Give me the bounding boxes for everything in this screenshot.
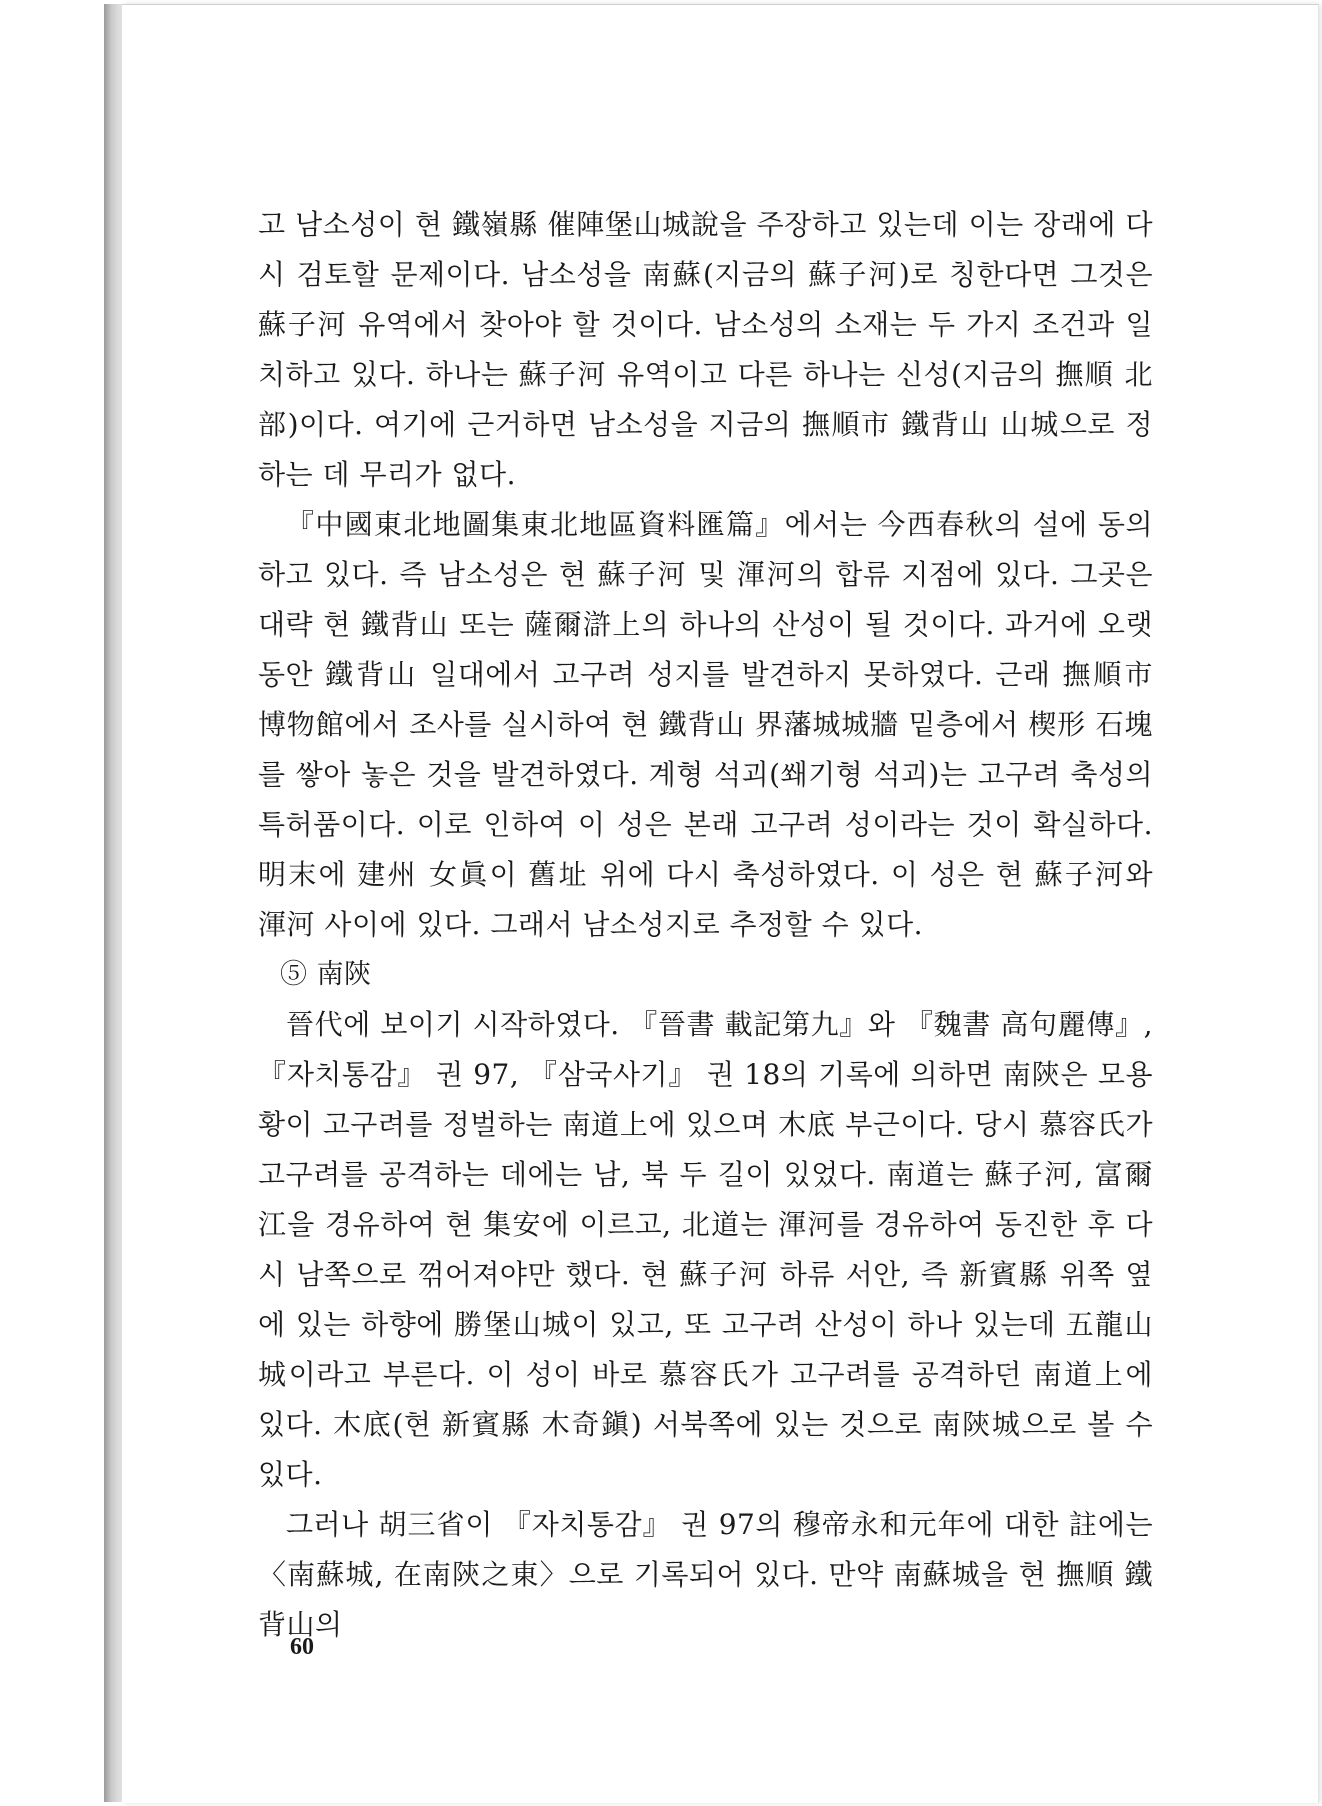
section-heading: ⑤ 南陝: [280, 959, 372, 990]
paragraph-2: 『中國東北地圖集東北地區資料匯篇』에서는 今西春秋의 설에 동의하고 있다. 즉 남소성은 현 蘇子河 및 渾河의 합류 지점에 있다. 그곳은 대략 현 鐵背山 또는 薩爾滸上의 하나의 산성이 될 것이다. 과거에 오랫동안 鐵背山 일대에서 고구려 성지를 발견하지 못하였다. 근래 撫順市 博物館에서 조사를 실시하여 현 鐵背山 界藩城城牆 밑층에서 楔形 石塊를 쌓아 놓은 것을 발견하였다. 계형 석괴(쐐기형 석괴)는 고구려 축성의 특허품이다. 이로 인하여 이 성은 본래 고구려 성이라는 것이 확실하다. 明末에 建州 女眞이 舊址 위에 다시 축성하였다. 이 성은 현 蘇子河와 渾河 사이에 있다. 그래서 남소성지로 추정할 수 있다.: [258, 508, 1153, 941]
page-body: [258, 200, 1153, 1650]
paragraph-1: 고 남소성이 현 鐵嶺縣 催陣堡山城說을 주장하고 있는데 이는 장래에 다시 검토할 문제이다. 남소성을 南蘇(지금의 蘇子河)로 칭한다면 그것은 蘇子河 유역에서 찾아야 할 것이다. 남소성의 소재는 두 가지 조건과 일치하고 있다. 하나는 蘇子河 유역이고 다른 하나는 신성(지금의 撫順 北部)이다. 여기에 근거하면 남소성을 지금의 撫順市 鐵背山 山城으로 정하는 데 무리가 없다.: [258, 208, 1153, 491]
page-number: 60: [290, 1634, 314, 1660]
paragraph-3: 晉代에 보이기 시작하였다. 『晉書 載記第九』와 『魏書 高句麗傳』, 『자치통감』 권 97, 『삼국사기』 권 18의 기록에 의하면 南陝은 모용황이 고구려를 정벌하는 南道上에 있으며 木底 부근이다. 당시 慕容氏가 고구려를 공격하는 데에는 남, 북 두 길이 있었다. 南道는 蘇子河, 富爾江을 경유하여 현 集安에 이르고, 北道는 渾河를 경유하여 동진한 후 다시 남쪽으로 꺾어져야만 했다. 현 蘇子河 하류 서안, 즉 新賓縣 위쪽 옆에 있는 하향에 勝堡山城이 있고, 또 고구려 산성이 하나 있는데 五龍山城이라고 부른다. 이 성이 바로 慕容氏가 고구려를 공격하던 南道上에 있다. 木底(현 新賓縣 木奇鎭) 서북쪽에 있는 것으로 南陝城으로 볼 수 있다.: [258, 1008, 1153, 1491]
paragraph-4: 그러나 胡三省이 『자치통감』 권 97의 穆帝永和元年에 대한 註에는 〈南蘇城, 在南陝之東〉으로 기록되어 있다. 만약 南蘇城을 현 撫順 鐵背山의: [258, 1508, 1153, 1641]
page-edge: [104, 4, 122, 1802]
